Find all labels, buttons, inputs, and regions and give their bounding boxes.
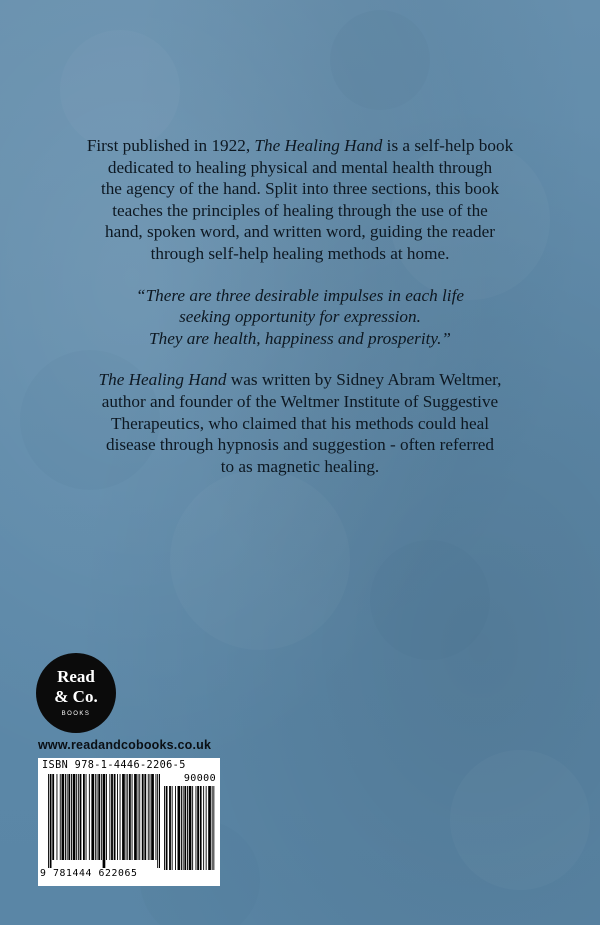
barcode-bar [83, 774, 85, 860]
logo-text-co: & Co. [54, 687, 98, 706]
text-line: author and founder of the Weltmer Institute of Suggestive [101, 391, 499, 411]
barcode-bar [196, 786, 197, 870]
barcode-bar [139, 774, 140, 860]
barcode-bar [86, 774, 87, 860]
author-paragraph [60, 369, 540, 477]
barcode-digits: 9 781444 622065 [40, 868, 138, 879]
barcode-bar [151, 774, 154, 860]
barcode-bar [111, 774, 113, 860]
barcode-bar [175, 786, 176, 870]
barcode-bar [127, 774, 128, 860]
barcode-bar [48, 774, 49, 868]
barcode-bar [134, 774, 137, 860]
price-addon-number: 90000 [183, 773, 216, 784]
barcode-bar [122, 774, 125, 860]
barcode-bar [106, 774, 107, 860]
text-line: hand, spoken word, and written word, guiding the reader [105, 222, 495, 242]
barcode-bar [142, 774, 144, 860]
barcode-bar [169, 786, 171, 870]
barcode-bar [187, 786, 188, 870]
isbn-text: ISBN 978-1-4446-2206-5 [42, 760, 186, 771]
barcode-bar [67, 774, 68, 860]
barcode-bar [206, 786, 207, 870]
barcode-bar [159, 774, 160, 868]
barcode-bar [98, 774, 100, 860]
text-line: to as magnetic healing. [220, 456, 380, 476]
barcode-bar [109, 774, 110, 860]
text-line: They are health, happiness and prosperity.” [149, 328, 451, 348]
barcode-bar [181, 786, 182, 870]
main-barcode-bars [48, 774, 160, 868]
barcode-bar [184, 786, 186, 870]
text-line: Therapeutics, who claimed that his methods could heal [110, 413, 490, 433]
barcode-bar [183, 786, 184, 870]
barcode-bar [213, 786, 214, 870]
book-title: The Healing Hand [98, 370, 227, 390]
text-line: disease through hypnosis and suggestion - often referred [105, 435, 495, 455]
barcode-bar [97, 774, 98, 860]
addon-barcode-bars [164, 786, 216, 870]
barcode-bar [150, 774, 151, 860]
barcode-bar [208, 786, 211, 870]
text-line: the agency of the hand. Split into three sections, this book [100, 179, 500, 199]
barcode-bar [212, 786, 213, 870]
barcode-bar [114, 774, 116, 860]
barcode-bar [148, 774, 149, 860]
text-line: through self-help healing methods at home. [150, 243, 450, 263]
barcode-bar [101, 774, 102, 860]
barcode-bar [178, 786, 181, 870]
text-line: The Healing Hand was written by Sidney Abram Weltmer, [98, 370, 502, 390]
barcode-bar [60, 774, 61, 860]
barcode-bar [172, 786, 173, 870]
text-line: seeking opportunity for expression. [179, 307, 421, 327]
barcode-bar [89, 774, 90, 860]
barcode-bar [192, 786, 193, 870]
logo-text-read: Read [57, 667, 95, 686]
barcode-bar [129, 774, 131, 860]
text-line: “There are three desirable impulses in each life [136, 285, 464, 305]
text-line: teaches the principles of healing through the use of the [112, 200, 488, 220]
barcode-bar [189, 786, 192, 870]
quote-paragraph [60, 285, 540, 350]
barcode-bar [203, 786, 204, 870]
barcode-bar [65, 774, 66, 860]
barcode-bar [200, 786, 202, 870]
barcode-bar [120, 774, 121, 860]
barcode-bar [78, 774, 79, 860]
barcode-bar [50, 774, 52, 868]
publisher-url: www.readandcobooks.co.uk [38, 738, 212, 752]
isbn-barcode [38, 758, 220, 886]
text-line: dedicated to healing physical and mental health through [107, 157, 493, 177]
text-line: First published in 1922, The Healing Hand is a self-help book [86, 136, 514, 155]
barcode-bar [91, 774, 94, 860]
book-title: The Healing Hand [254, 136, 383, 155]
barcode-bar [138, 774, 139, 860]
barcode-bar [156, 774, 157, 860]
publisher-logo [36, 653, 116, 733]
barcode-bar [157, 774, 158, 868]
barcode-bar [103, 774, 106, 868]
barcode-bar [166, 786, 168, 870]
barcode-bar [117, 774, 118, 860]
barcode-bar [52, 774, 54, 860]
barcode-bar [68, 774, 70, 860]
description-paragraph [60, 135, 540, 265]
barcode-bar [62, 774, 65, 860]
barcode-bar [197, 786, 199, 870]
barcode-bar [95, 774, 96, 860]
barcode-bar [144, 774, 146, 860]
blurb [60, 135, 540, 477]
barcode-bar [132, 774, 133, 860]
barcode-bar [164, 786, 165, 870]
barcode-bar [80, 774, 82, 860]
barcode-bar [73, 774, 76, 860]
logo-text-books: BOOKS [61, 711, 91, 717]
barcode-bar [126, 774, 127, 860]
barcode-bar [71, 774, 72, 860]
barcode-bar [76, 774, 77, 860]
barcode-bar [57, 774, 58, 860]
